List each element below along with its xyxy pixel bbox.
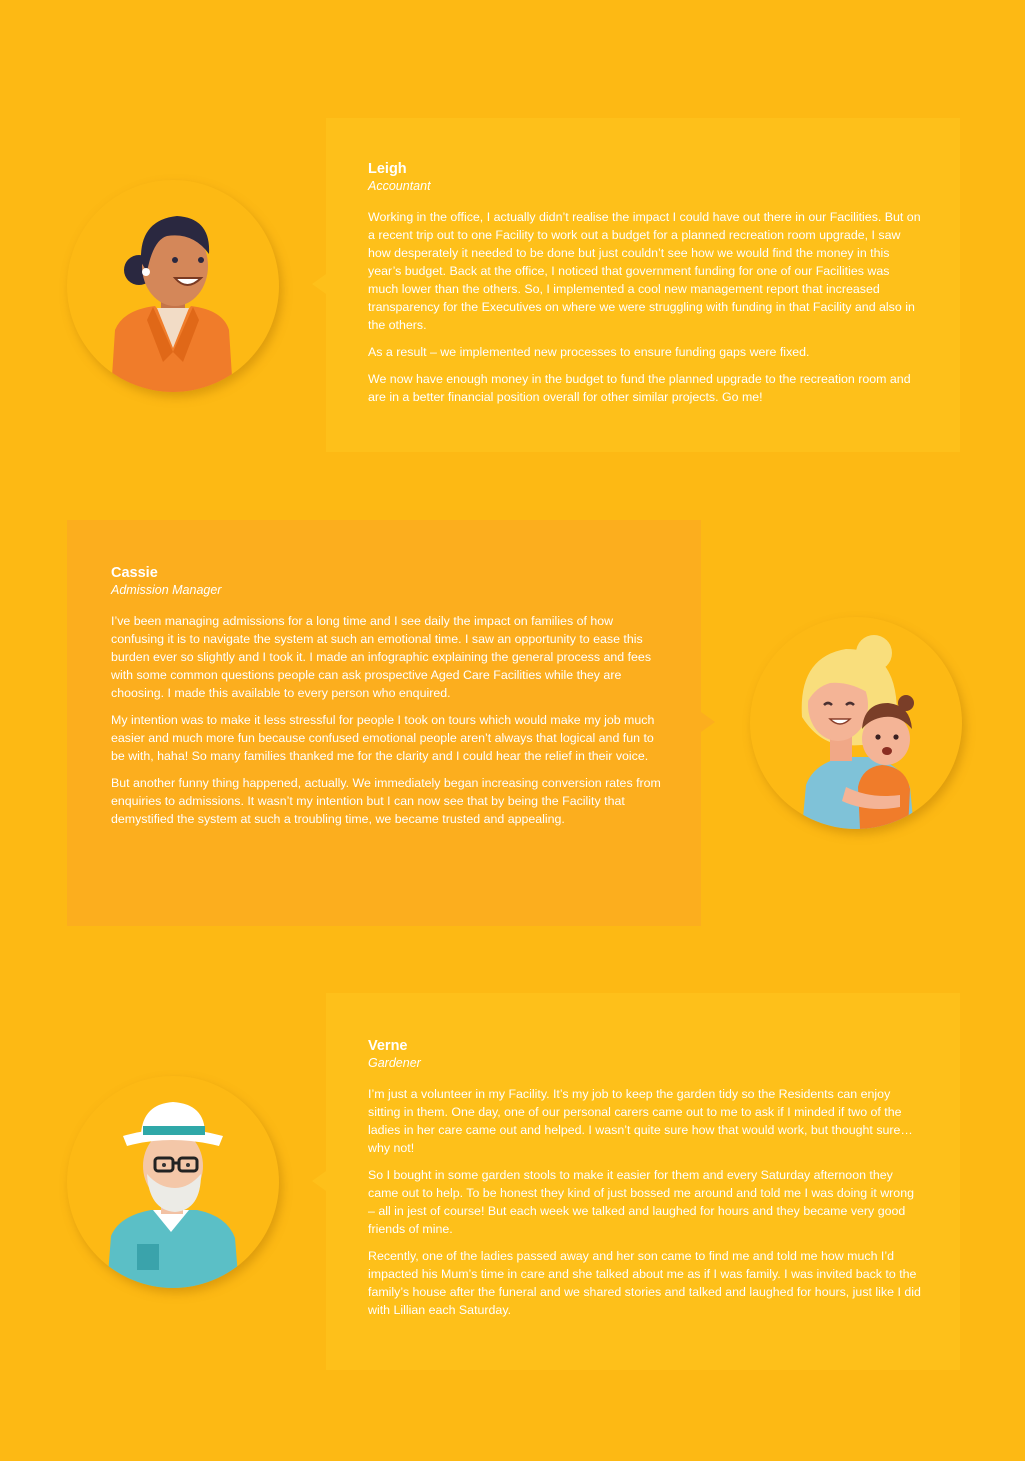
testimonial-role: Admission Manager: [111, 583, 222, 597]
testimonial-paragraph: So I bought in some garden stools to make it easier for them and every Saturday afternoon they came out to help. To be honest they kind of just bossed me around and told me I was doing it wrong – all in jest of course! But each week we talked and laughed for hours and they became very good friends of mine.: [368, 1168, 914, 1236]
avatar-leigh: [67, 180, 279, 392]
testimonial-paragraph: But another funny thing happened, actually. We immediately began increasing conversion rates from enquiries to admissions. It wasn’t my intention but I can now see that by being the Facility that demystified the system at such a troubling time, we became trusted and appealing.: [111, 776, 661, 826]
testimonial-paragraph: As a result – we implemented new processes to ensure funding gaps were fixed.: [368, 345, 810, 359]
card-pointer: [312, 1171, 326, 1191]
testimonial-paragraph: Recently, one of the ladies passed away and her son came to find me and told me how much I’d impacted his Mum’s time in care and she talked about me as if I was family. I was invited back to the family’s house after the funeral and we shared stories and talked and laughed for hours, just like I did with Lillian each Saturday.: [368, 1249, 921, 1317]
testimonial-name: Cassie: [111, 565, 158, 581]
testimonial-paragraph: We now have enough money in the budget to fund the planned upgrade to the recreation room and are in a better financial position overall for other similar projects. Go me!: [368, 372, 911, 404]
testimonial-paragraph: I’m just a volunteer in my Facility. It’s my job to keep the garden tidy so the Residents can enjoy sitting in them. One day, one of our personal carers came out to me to ask if I minded if two of the ladies in her care came out and helped. I wasn’t quite sure how that would work, but thought sure…why not!: [368, 1087, 913, 1155]
card-pointer: [701, 712, 715, 732]
testimonial-card-leigh: [326, 118, 960, 452]
avatar-cassie: [750, 617, 962, 829]
avatar-verne: [67, 1076, 279, 1288]
testimonial-card-cassie: [67, 520, 701, 926]
testimonial-name: Verne: [368, 1038, 408, 1054]
woman-accountant-icon: [67, 180, 279, 392]
testimonial-role: Accountant: [368, 179, 431, 193]
card-pointer: [312, 274, 326, 294]
elderly-gardener-icon: [67, 1076, 279, 1288]
testimonial-role: Gardener: [368, 1056, 421, 1070]
testimonial-name: Leigh: [368, 161, 407, 177]
testimonial-paragraph: Working in the office, I actually didn’t realise the impact I could have out there in our Facilities. But on a recent trip out to one Facility to work out a budget for a planned recreation room upgrade, I saw how desperately it needed to be done but just couldn’t see how we would find the money in this year’s budget. Back at the office, I noticed that government funding for one of our Facilities was much lower than the others. So, I implemented a cool new management report that increased transparency for the Executives on where we were struggling with funding in that Facility and also in the others.: [368, 210, 921, 332]
testimonial-paragraph: My intention was to make it less stressful for people I took on tours which would make my job much easier and much more fun because confused emotional people aren’t always that logical and fun to be with, haha! So many families thanked me for the clarity and I could hear the relief in their voice.: [111, 713, 655, 763]
mother-and-child-icon: [750, 617, 962, 829]
testimonial-paragraph: I’ve been managing admissions for a long time and I see daily the impact on families of how confusing it is to navigate the system at such an emotional time. I saw an opportunity to ease this burden ever so slightly and I took it. I made an infographic explaining the general process and fees with some common questions people can ask prospective Aged Care Facilities while they are choosing. I made this available to every person who enquired.: [111, 614, 652, 700]
testimonial-card-verne: [326, 993, 960, 1370]
